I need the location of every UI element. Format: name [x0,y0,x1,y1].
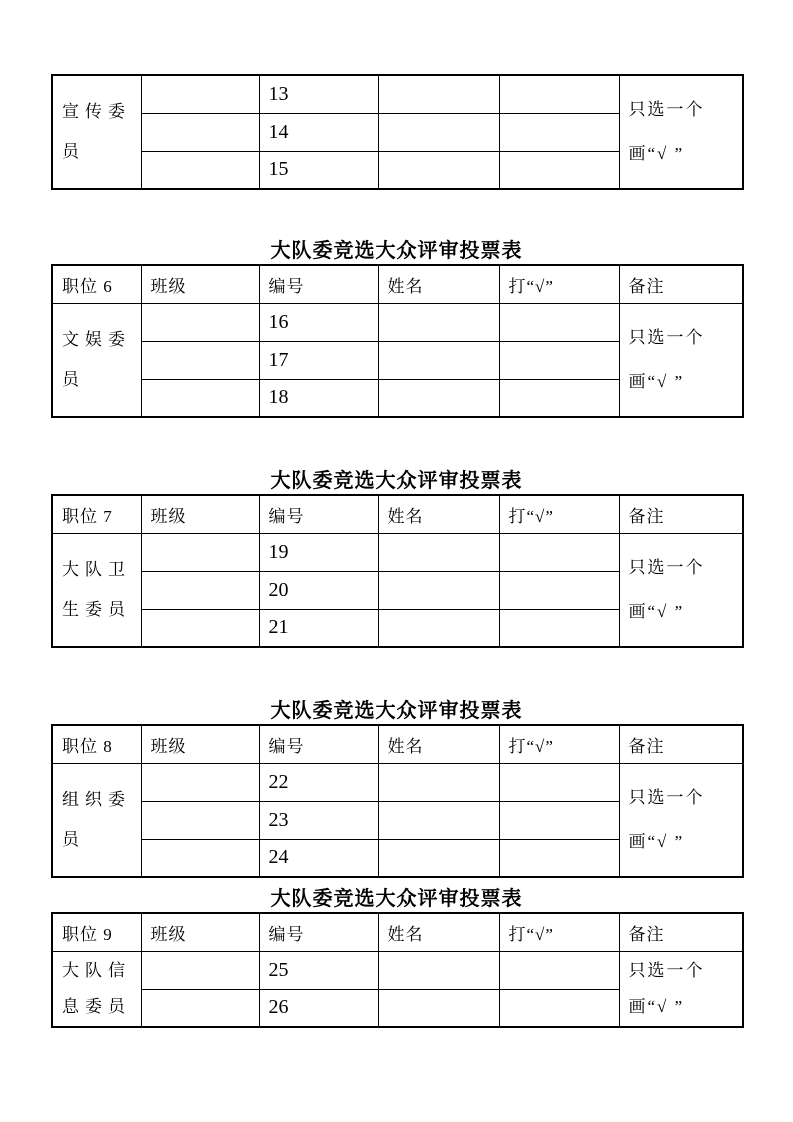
table-title: 大队委竞选大众评审投票表 [270,240,523,262]
note-line1: 只选一个 [628,100,705,119]
note-line1: 只选一个 [628,557,705,577]
note-line2: 画“√ ” [628,371,685,391]
tick-input-cell [499,609,619,647]
class-input-cell [141,341,259,379]
name-input-cell [378,341,499,379]
position-name-cell: 大队信息委员 [52,951,141,1027]
class-column-header: 班级 [141,265,259,303]
table-row [52,75,743,113]
class-input-cell [141,989,259,1027]
class-input-cell [141,763,259,801]
number-column-header: 编号 [259,725,378,763]
tick-column-header: 打“√” [499,913,619,951]
remark-column-header: 备注 [619,913,743,951]
table-row [52,951,743,989]
position-group-header: 职位 9 [52,913,141,951]
candidate-number-cell: 22 [259,763,378,801]
class-input-cell [141,571,259,609]
class-input-cell [141,113,259,151]
name-column-header: 姓名 [378,913,499,951]
name-input-cell [378,303,499,341]
candidate-number-cell: 25 [259,951,378,989]
class-column-header: 班级 [141,913,259,951]
table-row [52,303,743,341]
header-row [52,913,743,951]
tick-input-cell [499,839,619,877]
name-input-cell [378,379,499,417]
class-input-cell [141,801,259,839]
table-row [52,533,743,571]
candidate-number-cell: 15 [259,151,378,189]
name-input-cell [378,75,499,113]
candidate-number-cell: 20 [259,571,378,609]
tick-input-cell [499,533,619,571]
candidate-number-cell: 14 [259,113,378,151]
name-column-header: 姓名 [378,495,499,533]
remark-note-cell [619,75,743,189]
class-input-cell [141,839,259,877]
note-line1: 只选一个 [628,787,705,807]
candidate-number-cell: 26 [259,989,378,1027]
tick-input-cell [499,801,619,839]
class-input-cell [141,151,259,189]
tick-input-cell [499,763,619,801]
tick-input-cell [499,75,619,113]
tick-input-cell [499,341,619,379]
ballot-table-position-8 [51,724,744,878]
table-title: 大队委竞选大众评审投票表 [270,700,523,722]
position-group-header: 职位 7 [52,495,141,533]
remark-note-cell [619,533,743,647]
name-input-cell [378,763,499,801]
number-column-header: 编号 [259,495,378,533]
position-group-header: 职位 6 [52,265,141,303]
name-input-cell [378,839,499,877]
tick-input-cell [499,951,619,989]
remark-note-cell [619,763,743,877]
note-line1: 只选一个 [628,327,705,347]
ballot-table-position-7 [51,494,744,648]
name-column-header: 姓名 [378,725,499,763]
tick-input-cell [499,151,619,189]
number-column-header: 编号 [259,913,378,951]
candidate-number-cell: 17 [259,341,378,379]
remark-column-header: 备注 [619,265,743,303]
table-row [52,763,743,801]
candidate-number-cell: 16 [259,303,378,341]
class-input-cell [141,609,259,647]
class-input-cell [141,533,259,571]
name-column-header: 姓名 [378,265,499,303]
remark-note-cell [619,951,743,1027]
name-input-cell [378,571,499,609]
note-line2: 画“√ ” [628,144,685,163]
name-input-cell [378,951,499,989]
table-title: 大队委竞选大众评审投票表 [270,888,523,910]
class-input-cell [141,379,259,417]
note-line2: 画“√ ” [628,831,685,851]
name-input-cell [378,151,499,189]
name-input-cell [378,609,499,647]
tick-column-header: 打“√” [499,495,619,533]
candidate-number-cell: 23 [259,801,378,839]
class-column-header: 班级 [141,495,259,533]
class-input-cell [141,951,259,989]
class-column-header: 班级 [141,725,259,763]
class-input-cell [141,75,259,113]
tick-input-cell [499,113,619,151]
header-row [52,265,743,303]
position-name-cell: 大队卫生委员 [52,533,141,647]
remark-column-header: 备注 [619,725,743,763]
header-row [52,495,743,533]
class-input-cell [141,303,259,341]
name-input-cell [378,533,499,571]
position-group-header: 职位 8 [52,725,141,763]
ballot-table-position-9 [51,912,744,1028]
ballot-table-position-6 [51,264,744,418]
candidate-number-cell: 19 [259,533,378,571]
tick-input-cell [499,571,619,609]
candidate-number-cell: 18 [259,379,378,417]
header-row [52,725,743,763]
note-line1: 只选一个 [628,960,705,980]
ballot-table-publicity-partial [51,74,744,190]
number-column-header: 编号 [259,265,378,303]
position-name-cell: 宣传委员 [52,75,141,189]
name-input-cell [378,801,499,839]
note-line2: 画“√ ” [628,601,685,621]
tick-column-header: 打“√” [499,265,619,303]
candidate-number-cell: 24 [259,839,378,877]
table-title: 大队委竞选大众评审投票表 [270,470,523,492]
note-line2: 画“√ ” [628,996,685,1016]
candidate-number-cell: 21 [259,609,378,647]
tick-input-cell [499,989,619,1027]
remark-note-cell [619,303,743,417]
remark-column-header: 备注 [619,495,743,533]
tick-input-cell [499,379,619,417]
tick-input-cell [499,303,619,341]
tick-column-header: 打“√” [499,725,619,763]
name-input-cell [378,989,499,1027]
position-name-cell: 文娱委员 [52,303,141,417]
candidate-number-cell: 13 [259,75,378,113]
name-input-cell [378,113,499,151]
position-name-cell: 组织委员 [52,763,141,877]
